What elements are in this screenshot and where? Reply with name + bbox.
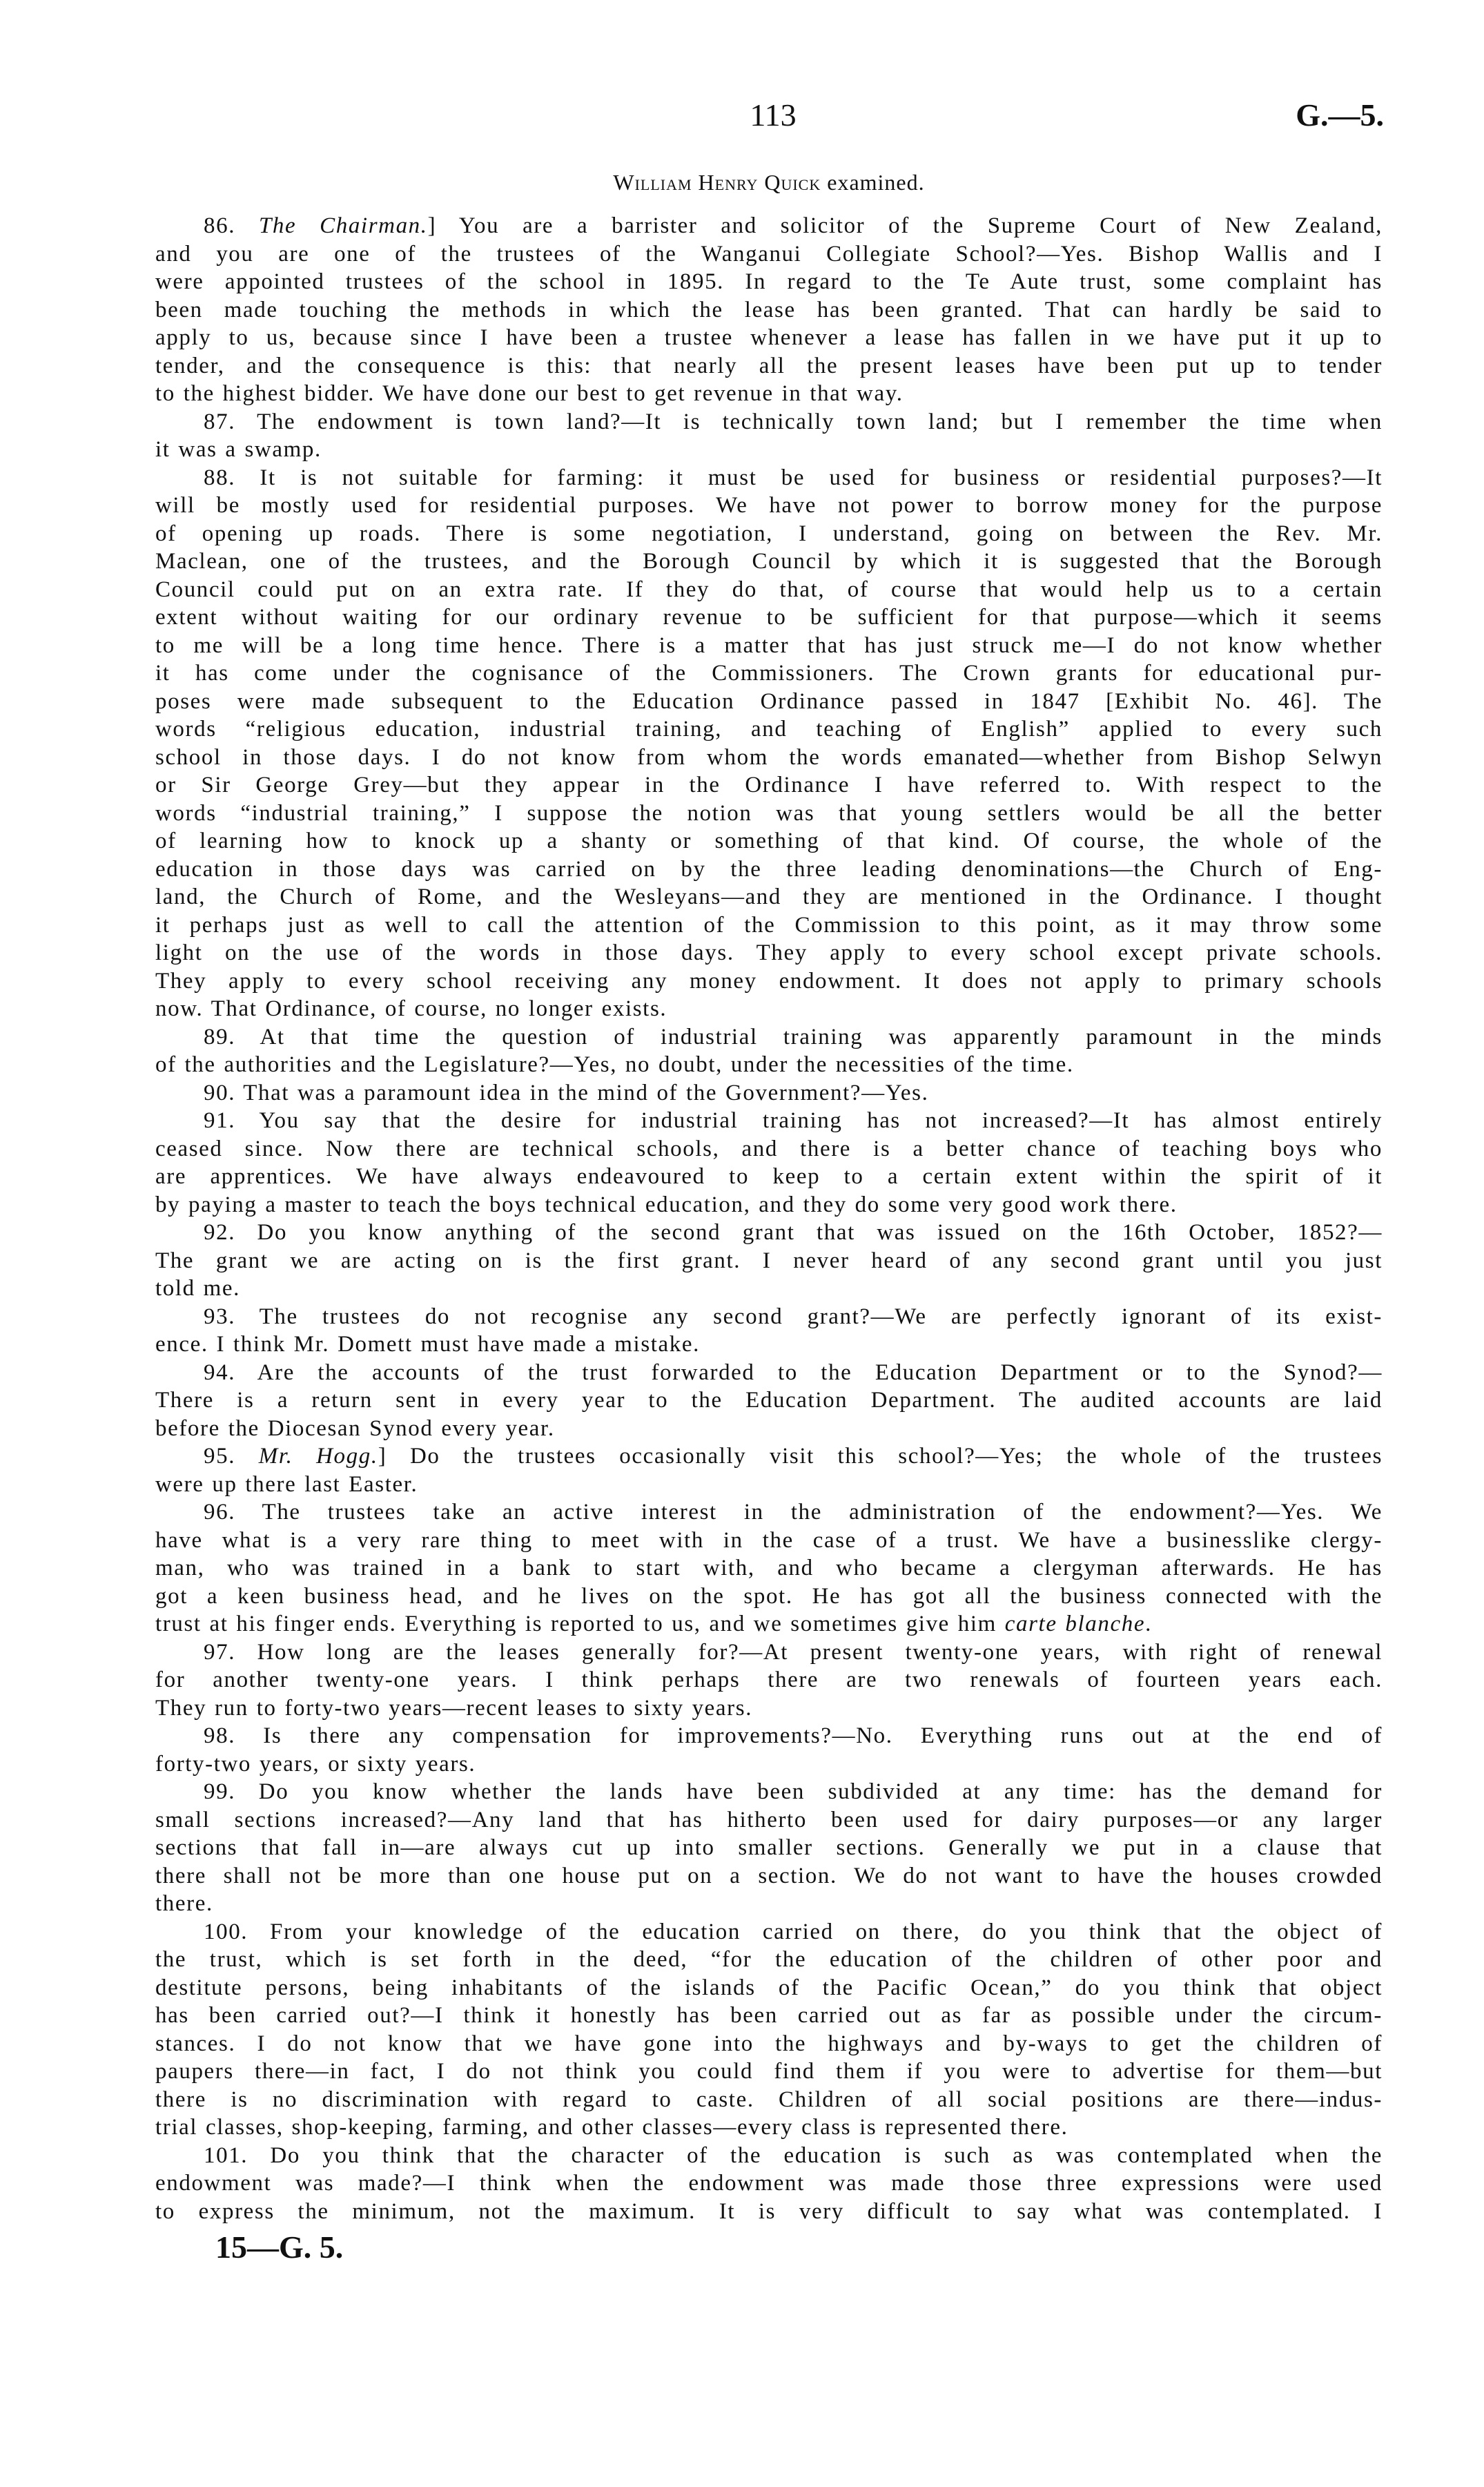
text-line: were appointed trustees of the school in 1895. In regard to the Te Aute trust, some complaint has bbox=[155, 269, 1383, 294]
text-line: poses were made subsequent to the Education Ordinance passed in 1847 [Exhibit No. 46]. The bbox=[155, 688, 1383, 714]
text-line: education in those days was carried on by the three leading denominations—the Church of Eng- bbox=[155, 856, 1383, 882]
text-line: or Sir George Grey—but they appear in the Ordinance I have referred to. With respect to the bbox=[155, 773, 1383, 797]
text-line: sections that fall in—are always cut up into smaller sections. Generally we put in a clause that bbox=[155, 1835, 1383, 1860]
text-line: extent without waiting for our ordinary revenue to be sufficient for that purpose—which it seems bbox=[155, 605, 1383, 630]
text-line: 92. Do you know anything of the second grant that was issued on the 16th October, 1852?— bbox=[204, 1220, 1383, 1245]
text-line: to the highest bidder. We have done our best to get revenue in that way. bbox=[155, 381, 904, 406]
testimony-paragraph bbox=[155, 1303, 1383, 1359]
document-code: G.—5. bbox=[1296, 97, 1384, 133]
testimony-paragraph bbox=[155, 1023, 1383, 1079]
text-line: there shall not be more than one house put on a section. We do not want to have the houses crowded bbox=[155, 1863, 1383, 1888]
text-segment: 95. bbox=[204, 1444, 259, 1469]
text-line: 100. From your knowledge of the education carried on there, do you think that the object of bbox=[204, 1919, 1383, 1944]
text-line bbox=[155, 212, 1383, 240]
text-line: 97. How long are the leases generally for?—At present twenty-one years, with right of renewal bbox=[204, 1639, 1383, 1665]
text-line: man, who was trained in a bank to start with, and who became a clergyman afterwards. He has bbox=[155, 1556, 1383, 1580]
text-line: 96. The trustees take an active interest in the administration of the endowment?—Yes. We bbox=[204, 1500, 1383, 1525]
text-line: got a keen business head, and he lives on the spot. He has got all the business connected with the bbox=[155, 1583, 1383, 1609]
text-line: it has come under the cognisance of the Commissioners. The Crown grants for educational pur- bbox=[155, 661, 1383, 686]
text-line: They run to forty-two years—recent leases to sixty years. bbox=[155, 1695, 753, 1721]
text-line: endowment was made?—I think when the endowment was made those three expressions were used bbox=[155, 2171, 1383, 2196]
testimony-paragraph bbox=[155, 1722, 1383, 1778]
text-line: to express the minimum, not the maximum. It is very difficult to say what was contemplated. I bbox=[155, 2198, 1383, 2224]
text-line: tender, and the consequence is this: that nearly all the present leases have been put up to tender bbox=[155, 353, 1383, 378]
testimony-paragraph bbox=[155, 212, 1383, 408]
text-line: forty-two years, or sixty years. bbox=[155, 1751, 476, 1777]
text-line: ceased since. Now there are technical schools, and there is a better chance of teaching boys who bbox=[155, 1136, 1383, 1161]
text-line: there. bbox=[155, 1891, 213, 1916]
text-line: words “religious education, industrial training, and teaching of English” applied to every such bbox=[155, 717, 1383, 742]
testimony-body bbox=[155, 212, 1383, 2225]
text-line: 101. Do you think that the character of the education is such as was contemplated when the bbox=[204, 2142, 1383, 2168]
text-line: Maclean, one of the trustees, and the Borough Council by which it is suggested that the Borough bbox=[155, 549, 1383, 574]
text-line: school in those days. I do not know from whom the words emanated—whether from Bishop Selwyn bbox=[155, 744, 1383, 770]
text-line bbox=[155, 1442, 1383, 1471]
testimony-paragraph bbox=[155, 1359, 1383, 1443]
text-segment: trust at his finger ends. Everything is reported to us, and we sometimes give him bbox=[155, 1612, 1005, 1636]
text-line: paupers there—in fact, I do not think you could find them if you were to advertise for them—but bbox=[155, 2059, 1383, 2084]
text-line: of the authorities and the Legislature?—Yes, no doubt, under the necessities of the time. bbox=[155, 1052, 1074, 1077]
text-line: the trust, which is set forth in the deed, “for the education of the children of other poor and bbox=[155, 1947, 1383, 1972]
text-line: 87. The endowment is town land?—It is technically town land; but I remember the time when bbox=[204, 409, 1383, 434]
text-line: land, the Church of Rome, and the Wesleyans—and they are mentioned in the Ordinance. I thought bbox=[155, 884, 1383, 909]
text-line: apply to us, because since I have been a trustee whenever a lease has fallen in we have put it up to bbox=[155, 325, 1383, 350]
text-segment: 86. bbox=[204, 213, 259, 238]
text-line: for another twenty-one years. I think perhaps there are two renewals of fourteen years each. bbox=[155, 1667, 1383, 1692]
section-heading bbox=[155, 168, 1383, 196]
testimony-paragraph bbox=[155, 2142, 1383, 2226]
text-line: there is no discrimination with regard to caste. Children of all social positions are there—indus- bbox=[155, 2087, 1383, 2112]
heading-suffix: examined. bbox=[821, 170, 925, 195]
text-line: been made touching the methods in which the lease has been granted. That can hardly be said to bbox=[155, 297, 1383, 322]
text-line: 88. It is not suitable for farming: it must be used for business or residential purposes?—It bbox=[204, 465, 1383, 490]
text-line: 89. At that time the question of industrial training was apparently paramount in the minds bbox=[204, 1024, 1383, 1049]
text-line: 99. Do you know whether the lands have been subdivided at any time: has the demand for bbox=[204, 1779, 1383, 1804]
italic-text: carte blanche bbox=[1004, 1612, 1146, 1636]
text-line: Council could put on an extra rate. If they do that, of course that would help us to a certain bbox=[155, 577, 1383, 602]
testimony-paragraph bbox=[155, 1778, 1383, 1918]
text-line: are apprentices. We have always endeavoured to keep to a certain extent within the spirit of it bbox=[155, 1164, 1383, 1189]
text-line: before the Diocesan Synod every year. bbox=[155, 1415, 555, 1441]
text-line: They apply to every school receiving any money endowment. It does not apply to primary schools bbox=[155, 968, 1383, 994]
text-line: 90. That was a paramount idea in the mind of the Government?—Yes. bbox=[204, 1080, 929, 1105]
text-line: 94. Are the accounts of the trust forwarded to the Education Department or to the Synod?— bbox=[204, 1359, 1383, 1385]
testimony-paragraph bbox=[155, 408, 1383, 464]
text-line: now. That Ordinance, of course, no longer exists. bbox=[155, 996, 667, 1021]
text-line: trial classes, shop-keeping, farming, and other classes—every class is represented there. bbox=[155, 2115, 1068, 2140]
text-line: stances. I do not know that we have gone into the highways and by-ways to get the children of bbox=[155, 2031, 1383, 2056]
text-line: small sections increased?—Any land that has hitherto been used for dairy purposes—or any larger bbox=[155, 1807, 1383, 1832]
text-line: it was a swamp. bbox=[155, 437, 322, 462]
text-line: were up there last Easter. bbox=[155, 1471, 418, 1497]
text-line: The grant we are acting on is the first grant. I never heard of any second grant until you just bbox=[155, 1248, 1383, 1273]
text-line: told me. bbox=[155, 1276, 240, 1301]
text-line: destitute persons, being inhabitants of the islands of the Pacific Ocean,” do you think that object bbox=[155, 1975, 1383, 2000]
testimony-paragraph bbox=[155, 1107, 1383, 1219]
text-line: light on the use of the words in those days. They apply to every school except private schools. bbox=[155, 940, 1383, 965]
text-line: has been carried out?—I think it honestly has been carried out as far as possible under the circum- bbox=[155, 2003, 1383, 2028]
text-line: 91. You say that the desire for industrial training has not increased?—It has almost entirely bbox=[204, 1108, 1383, 1133]
testimony-paragraph bbox=[155, 1442, 1383, 1498]
text-line: will be mostly used for residential purposes. We have not power to borrow money for the purpose bbox=[155, 493, 1383, 518]
text-line: by paying a master to teach the boys technical education, and they do some very good work there. bbox=[155, 1192, 1178, 1217]
text-line bbox=[155, 1610, 1383, 1638]
text-line: of opening up roads. There is some negotiation, I understand, going on between the Rev. Mr. bbox=[155, 521, 1383, 546]
text-line: it perhaps just as well to call the attention of the Commission to this point, as it may throw some bbox=[155, 912, 1383, 938]
text-line: ence. I think Mr. Domett must have made a mistake. bbox=[155, 1332, 700, 1357]
testimony-paragraph bbox=[155, 1079, 1383, 1107]
text-line: words “industrial training,” I suppose the notion was that young settlers would be all the better bbox=[155, 800, 1383, 826]
testimony-paragraph bbox=[155, 1918, 1383, 2142]
testimony-paragraph bbox=[155, 1219, 1383, 1303]
text-line: of learning how to knock up a shanty or something of that kind. Of course, the whole of the bbox=[155, 829, 1383, 853]
text-line: and you are one of the trustees of the Wanganui Collegiate School?—Yes. Bishop Wallis and I bbox=[155, 241, 1383, 267]
testimony-paragraph bbox=[155, 1498, 1383, 1638]
text-segment: . bbox=[1145, 1612, 1152, 1636]
text-line: 98. Is there any compensation for improvements?—No. Everything runs out at the end of bbox=[204, 1723, 1383, 1748]
text-line: There is a return sent in every year to the Education Department. The audited accounts are laid bbox=[155, 1388, 1383, 1413]
witness-name: William Henry Quick bbox=[613, 170, 821, 195]
text-segment: ] You are a barrister and solicitor of the Supreme Court of New Zealand, bbox=[427, 213, 1383, 238]
testimony-paragraph bbox=[155, 1638, 1383, 1723]
italic-text: Mr. Hogg. bbox=[258, 1444, 378, 1469]
page-number: 113 bbox=[750, 97, 797, 133]
italic-text: The Chairman. bbox=[258, 213, 428, 238]
text-segment: ] Do the trustees occasionally visit this school?—Yes; the whole of the trustees bbox=[378, 1444, 1383, 1469]
printer-signature: 15—G. 5. bbox=[215, 2229, 344, 2265]
testimony-paragraph bbox=[155, 464, 1383, 1023]
text-line: to me will be a long time hence. There is a matter that has just struck me—I do not know whether bbox=[155, 632, 1383, 658]
text-line: have what is a very rare thing to meet with in the case of a trust. We have a businesslike clergy- bbox=[155, 1527, 1383, 1553]
text-line: 93. The trustees do not recognise any second grant?—We are perfectly ignorant of its exist- bbox=[204, 1304, 1383, 1329]
